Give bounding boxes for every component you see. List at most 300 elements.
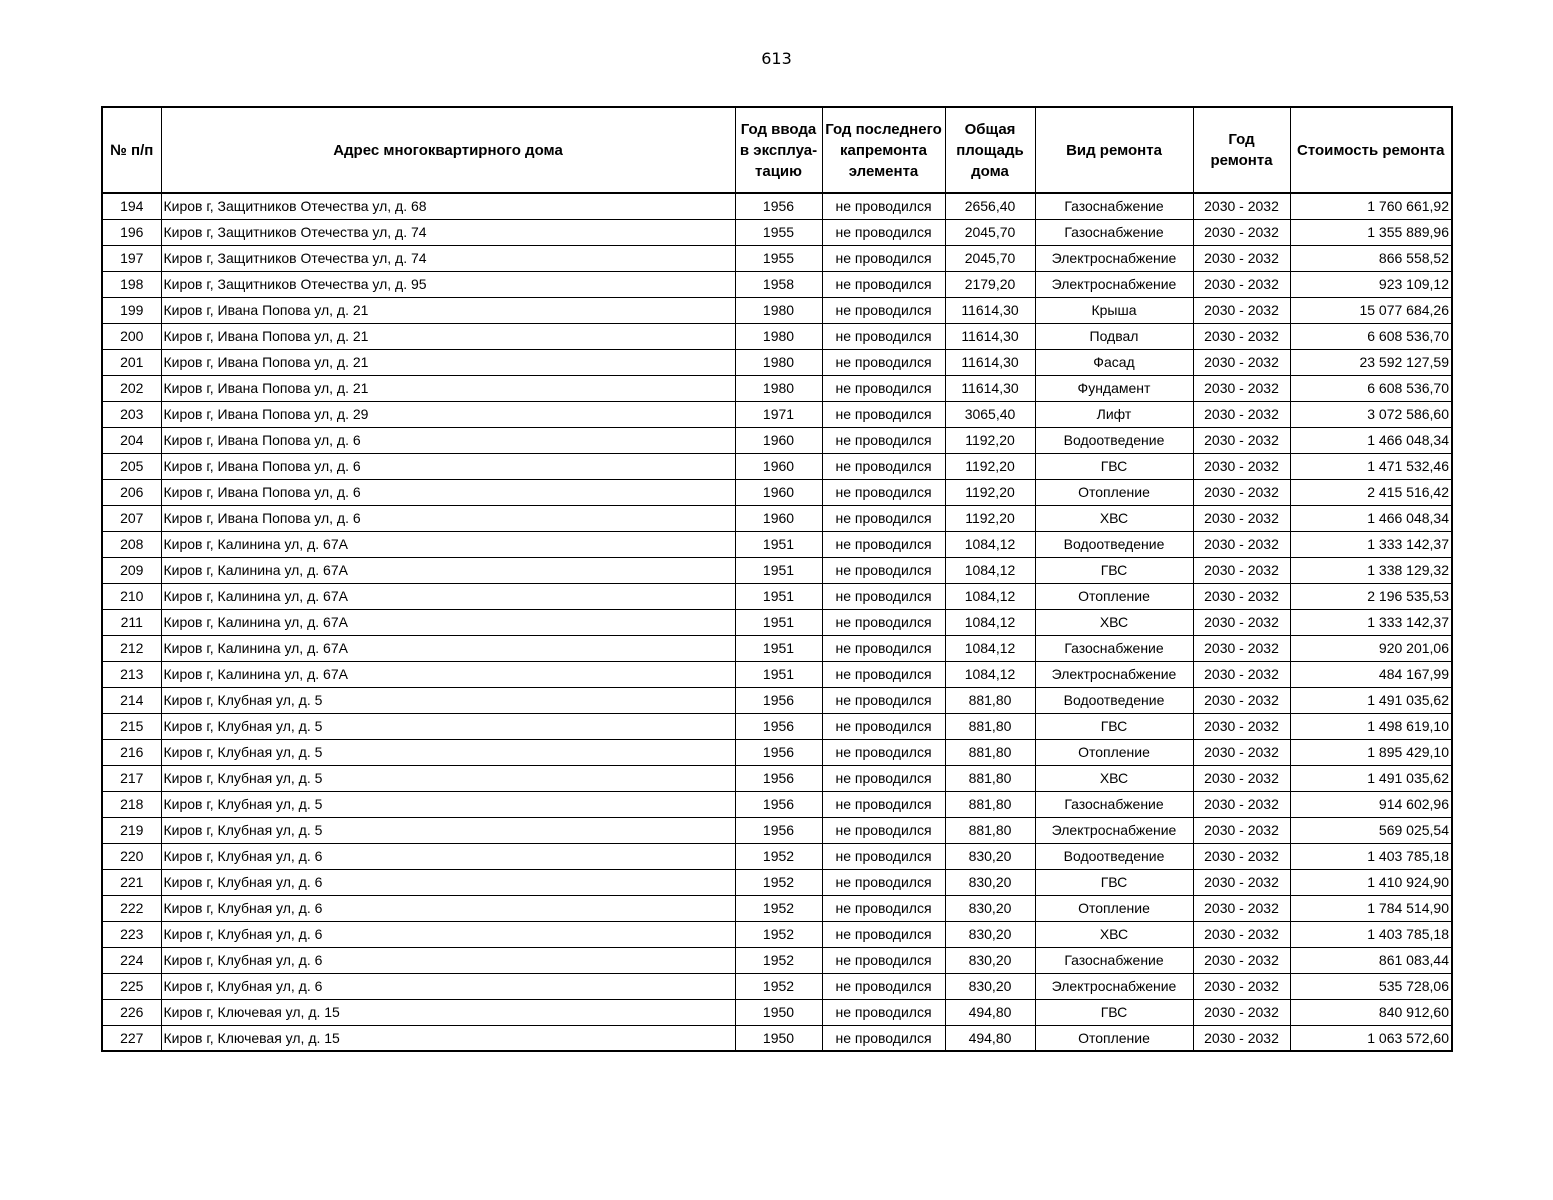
cell-area: 881,80 [945,791,1035,817]
cell-address: Киров г, Клубная ул, д. 6 [161,869,735,895]
cell-address: Киров г, Клубная ул, д. 5 [161,687,735,713]
cell-repair-type: Отопление [1035,479,1193,505]
cell-area: 1084,12 [945,583,1035,609]
cell-last-repair: не проводился [822,219,945,245]
cell-year-built: 1956 [735,817,822,843]
cell-repair-type: Отопление [1035,583,1193,609]
cell-last-repair: не проводился [822,921,945,947]
table-row [102,349,1452,375]
cell-cost: 1 338 129,32 [1290,557,1452,583]
cell-num: 212 [102,635,161,661]
cell-area: 3065,40 [945,401,1035,427]
cell-last-repair: не проводился [822,271,945,297]
cell-last-repair: не проводился [822,297,945,323]
table-row [102,505,1452,531]
cell-year-built: 1952 [735,973,822,999]
cell-cost: 1 355 889,96 [1290,219,1452,245]
cell-repair-type: ГВС [1035,453,1193,479]
table-row [102,583,1452,609]
cell-address: Киров г, Ключевая ул, д. 15 [161,999,735,1025]
cell-num: 211 [102,609,161,635]
table-row [102,921,1452,947]
cell-last-repair: не проводился [822,635,945,661]
cell-repair-period: 2030 - 2032 [1193,973,1290,999]
cell-area: 1192,20 [945,479,1035,505]
cell-repair-period: 2030 - 2032 [1193,921,1290,947]
cell-area: 2179,20 [945,271,1035,297]
cell-last-repair: не проводился [822,895,945,921]
cell-cost: 1 498 619,10 [1290,713,1452,739]
table-row [102,947,1452,973]
cell-area: 494,80 [945,1025,1035,1051]
cell-repair-type: Электроснабжение [1035,271,1193,297]
cell-cost: 6 608 536,70 [1290,375,1452,401]
cell-cost: 1 895 429,10 [1290,739,1452,765]
cell-address: Киров г, Защитников Отечества ул, д. 74 [161,219,735,245]
cell-year-built: 1980 [735,323,822,349]
cell-area: 830,20 [945,895,1035,921]
cell-year-built: 1956 [735,193,822,219]
cell-repair-period: 2030 - 2032 [1193,609,1290,635]
cell-year-built: 1951 [735,635,822,661]
cell-area: 1084,12 [945,635,1035,661]
cell-repair-period: 2030 - 2032 [1193,765,1290,791]
cell-year-built: 1960 [735,505,822,531]
cell-area: 830,20 [945,921,1035,947]
cell-address: Киров г, Ивана Попова ул, д. 21 [161,375,735,401]
cell-repair-period: 2030 - 2032 [1193,193,1290,219]
cell-year-built: 1951 [735,531,822,557]
table-row [102,843,1452,869]
cell-last-repair: не проводился [822,323,945,349]
cell-last-repair: не проводился [822,817,945,843]
cell-address: Киров г, Ивана Попова ул, д. 6 [161,505,735,531]
cell-repair-period: 2030 - 2032 [1193,791,1290,817]
table-row [102,297,1452,323]
cell-year-built: 1952 [735,947,822,973]
cell-area: 881,80 [945,713,1035,739]
cell-repair-period: 2030 - 2032 [1193,687,1290,713]
cell-address: Киров г, Ивана Попова ул, д. 21 [161,349,735,375]
cell-repair-period: 2030 - 2032 [1193,427,1290,453]
cell-repair-period: 2030 - 2032 [1193,947,1290,973]
cell-address: Киров г, Калинина ул, д. 67А [161,557,735,583]
cell-num: 217 [102,765,161,791]
table-row [102,817,1452,843]
table-row [102,245,1452,271]
cell-repair-period: 2030 - 2032 [1193,817,1290,843]
cell-num: 208 [102,531,161,557]
cell-address: Киров г, Калинина ул, д. 67А [161,531,735,557]
cell-year-built: 1956 [735,765,822,791]
cell-repair-type: Электроснабжение [1035,245,1193,271]
cell-cost: 15 077 684,26 [1290,297,1452,323]
cell-address: Киров г, Клубная ул, д. 5 [161,739,735,765]
cell-num: 227 [102,1025,161,1051]
cell-repair-period: 2030 - 2032 [1193,895,1290,921]
cell-address: Киров г, Ивана Попова ул, д. 6 [161,479,735,505]
cell-year-built: 1955 [735,245,822,271]
cell-last-repair: не проводился [822,557,945,583]
cell-area: 1084,12 [945,609,1035,635]
cell-area: 830,20 [945,869,1035,895]
table-row [102,557,1452,583]
cell-year-built: 1951 [735,661,822,687]
cell-repair-period: 2030 - 2032 [1193,1025,1290,1051]
cell-cost: 1 471 532,46 [1290,453,1452,479]
cell-area: 1084,12 [945,531,1035,557]
cell-area: 11614,30 [945,297,1035,323]
cell-repair-type: ХВС [1035,505,1193,531]
header-address: Адрес многоквартирного дома [161,107,735,193]
cell-year-built: 1952 [735,895,822,921]
cell-address: Киров г, Клубная ул, д. 5 [161,791,735,817]
cell-cost: 866 558,52 [1290,245,1452,271]
cell-num: 194 [102,193,161,219]
cell-repair-type: Газоснабжение [1035,791,1193,817]
cell-last-repair: не проводился [822,739,945,765]
cell-cost: 569 025,54 [1290,817,1452,843]
cell-area: 1084,12 [945,557,1035,583]
table-row [102,999,1452,1025]
cell-last-repair: не проводился [822,661,945,687]
cell-area: 2656,40 [945,193,1035,219]
table-row [102,219,1452,245]
cell-repair-type: Газоснабжение [1035,947,1193,973]
cell-num: 203 [102,401,161,427]
cell-repair-period: 2030 - 2032 [1193,219,1290,245]
cell-num: 209 [102,557,161,583]
header-area: Общая площадь дома [945,107,1035,193]
cell-last-repair: не проводился [822,245,945,271]
cell-cost: 1 491 035,62 [1290,687,1452,713]
table-row [102,479,1452,505]
table-body [102,193,1452,1051]
cell-last-repair: не проводился [822,1025,945,1051]
table-row [102,271,1452,297]
cell-repair-period: 2030 - 2032 [1193,297,1290,323]
table-row [102,375,1452,401]
cell-cost: 840 912,60 [1290,999,1452,1025]
cell-area: 830,20 [945,947,1035,973]
cell-cost: 1 491 035,62 [1290,765,1452,791]
cell-num: 204 [102,427,161,453]
page-number: 613 [761,49,792,68]
cell-repair-type: Крыша [1035,297,1193,323]
cell-year-built: 1958 [735,271,822,297]
cell-num: 223 [102,921,161,947]
cell-last-repair: не проводился [822,843,945,869]
table-row [102,1025,1452,1051]
cell-num: 213 [102,661,161,687]
cell-year-built: 1956 [735,713,822,739]
cell-year-built: 1956 [735,687,822,713]
cell-num: 215 [102,713,161,739]
cell-num: 196 [102,219,161,245]
cell-repair-type: ГВС [1035,713,1193,739]
cell-cost: 1 410 924,90 [1290,869,1452,895]
repair-table [101,106,1453,1052]
cell-area: 1192,20 [945,453,1035,479]
cell-area: 830,20 [945,843,1035,869]
cell-repair-type: Электроснабжение [1035,817,1193,843]
cell-repair-period: 2030 - 2032 [1193,453,1290,479]
header-year-built: Год ввода в эксплуа-тацию [735,107,822,193]
table-row [102,401,1452,427]
cell-repair-type: ХВС [1035,921,1193,947]
cell-address: Киров г, Клубная ул, д. 6 [161,843,735,869]
cell-address: Киров г, Ключевая ул, д. 15 [161,1025,735,1051]
cell-area: 11614,30 [945,349,1035,375]
header-repair-type: Вид ремонта [1035,107,1193,193]
cell-last-repair: не проводился [822,687,945,713]
cell-last-repair: не проводился [822,869,945,895]
cell-repair-type: Подвал [1035,323,1193,349]
cell-address: Киров г, Ивана Попова ул, д. 6 [161,427,735,453]
cell-num: 214 [102,687,161,713]
cell-address: Киров г, Клубная ул, д. 6 [161,895,735,921]
cell-last-repair: не проводился [822,479,945,505]
cell-repair-period: 2030 - 2032 [1193,349,1290,375]
table-row [102,427,1452,453]
header-cost: Стоимость ремонта [1290,107,1452,193]
cell-cost: 3 072 586,60 [1290,401,1452,427]
table-row [102,323,1452,349]
cell-year-built: 1971 [735,401,822,427]
cell-repair-type: Отопление [1035,739,1193,765]
cell-repair-type: Газоснабжение [1035,193,1193,219]
cell-num: 225 [102,973,161,999]
cell-num: 221 [102,869,161,895]
cell-year-built: 1950 [735,999,822,1025]
cell-area: 881,80 [945,765,1035,791]
cell-last-repair: не проводился [822,453,945,479]
cell-num: 219 [102,817,161,843]
table-row [102,661,1452,687]
cell-last-repair: не проводился [822,375,945,401]
cell-num: 216 [102,739,161,765]
cell-repair-period: 2030 - 2032 [1193,531,1290,557]
cell-repair-period: 2030 - 2032 [1193,401,1290,427]
cell-repair-period: 2030 - 2032 [1193,713,1290,739]
cell-repair-type: Газоснабжение [1035,635,1193,661]
cell-area: 494,80 [945,999,1035,1025]
table-row [102,791,1452,817]
cell-area: 2045,70 [945,245,1035,271]
cell-last-repair: не проводился [822,531,945,557]
cell-cost: 923 109,12 [1290,271,1452,297]
cell-repair-period: 2030 - 2032 [1193,375,1290,401]
cell-address: Киров г, Калинина ул, д. 67А [161,583,735,609]
cell-repair-period: 2030 - 2032 [1193,999,1290,1025]
header-last-repair: Год последнего капремонта элемента [822,107,945,193]
cell-last-repair: не проводился [822,947,945,973]
table-row [102,609,1452,635]
cell-address: Киров г, Ивана Попова ул, д. 29 [161,401,735,427]
cell-num: 200 [102,323,161,349]
cell-year-built: 1952 [735,921,822,947]
cell-address: Киров г, Клубная ул, д. 5 [161,765,735,791]
cell-year-built: 1980 [735,349,822,375]
cell-area: 2045,70 [945,219,1035,245]
cell-year-built: 1951 [735,609,822,635]
cell-repair-period: 2030 - 2032 [1193,479,1290,505]
cell-last-repair: не проводился [822,713,945,739]
cell-area: 11614,30 [945,323,1035,349]
cell-year-built: 1960 [735,427,822,453]
cell-repair-type: ГВС [1035,999,1193,1025]
cell-num: 210 [102,583,161,609]
table-row [102,713,1452,739]
cell-year-built: 1956 [735,791,822,817]
cell-cost: 1 403 785,18 [1290,843,1452,869]
cell-last-repair: не проводился [822,765,945,791]
cell-num: 202 [102,375,161,401]
cell-year-built: 1955 [735,219,822,245]
cell-repair-type: Газоснабжение [1035,219,1193,245]
cell-last-repair: не проводился [822,505,945,531]
cell-last-repair: не проводился [822,427,945,453]
table-row [102,687,1452,713]
cell-repair-period: 2030 - 2032 [1193,583,1290,609]
cell-address: Киров г, Ивана Попова ул, д. 21 [161,297,735,323]
table-row [102,973,1452,999]
cell-cost: 23 592 127,59 [1290,349,1452,375]
cell-address: Киров г, Ивана Попова ул, д. 6 [161,453,735,479]
cell-area: 1084,12 [945,661,1035,687]
header-repair-period: Год ремонта [1193,107,1290,193]
cell-repair-type: Электроснабжение [1035,661,1193,687]
cell-address: Киров г, Клубная ул, д. 6 [161,947,735,973]
cell-repair-period: 2030 - 2032 [1193,505,1290,531]
header-num: № п/п [102,107,161,193]
cell-repair-type: Фасад [1035,349,1193,375]
cell-cost: 1 063 572,60 [1290,1025,1452,1051]
cell-last-repair: не проводился [822,349,945,375]
cell-area: 881,80 [945,739,1035,765]
cell-repair-type: Отопление [1035,895,1193,921]
cell-cost: 920 201,06 [1290,635,1452,661]
cell-repair-type: Водоотведение [1035,427,1193,453]
cell-year-built: 1960 [735,453,822,479]
cell-cost: 1 466 048,34 [1290,505,1452,531]
cell-address: Киров г, Калинина ул, д. 67А [161,609,735,635]
table-row [102,869,1452,895]
cell-num: 205 [102,453,161,479]
cell-repair-period: 2030 - 2032 [1193,323,1290,349]
cell-last-repair: не проводился [822,609,945,635]
cell-cost: 1 784 514,90 [1290,895,1452,921]
cell-area: 1192,20 [945,427,1035,453]
cell-address: Киров г, Клубная ул, д. 6 [161,973,735,999]
cell-repair-type: ГВС [1035,869,1193,895]
cell-address: Киров г, Ивана Попова ул, д. 21 [161,323,735,349]
cell-year-built: 1950 [735,1025,822,1051]
cell-year-built: 1951 [735,557,822,583]
cell-repair-type: Водоотведение [1035,531,1193,557]
cell-num: 197 [102,245,161,271]
cell-year-built: 1980 [735,297,822,323]
table-row [102,635,1452,661]
cell-repair-type: ХВС [1035,765,1193,791]
cell-last-repair: не проводился [822,401,945,427]
cell-repair-type: ХВС [1035,609,1193,635]
cell-repair-period: 2030 - 2032 [1193,869,1290,895]
cell-num: 207 [102,505,161,531]
cell-repair-period: 2030 - 2032 [1193,661,1290,687]
cell-address: Киров г, Защитников Отечества ул, д. 74 [161,245,735,271]
cell-cost: 535 728,06 [1290,973,1452,999]
table-header-row [102,107,1452,193]
cell-cost: 861 083,44 [1290,947,1452,973]
cell-last-repair: не проводился [822,973,945,999]
cell-last-repair: не проводился [822,193,945,219]
cell-area: 11614,30 [945,375,1035,401]
cell-repair-period: 2030 - 2032 [1193,843,1290,869]
cell-address: Киров г, Калинина ул, д. 67А [161,635,735,661]
cell-cost: 2 196 535,53 [1290,583,1452,609]
cell-address: Киров г, Защитников Отечества ул, д. 68 [161,193,735,219]
cell-address: Киров г, Клубная ул, д. 5 [161,817,735,843]
cell-repair-period: 2030 - 2032 [1193,557,1290,583]
cell-cost: 6 608 536,70 [1290,323,1452,349]
cell-num: 226 [102,999,161,1025]
cell-cost: 1 466 048,34 [1290,427,1452,453]
cell-last-repair: не проводился [822,999,945,1025]
cell-repair-period: 2030 - 2032 [1193,271,1290,297]
cell-year-built: 1956 [735,739,822,765]
cell-year-built: 1951 [735,583,822,609]
cell-num: 198 [102,271,161,297]
table-row [102,765,1452,791]
cell-repair-type: Водоотведение [1035,687,1193,713]
cell-cost: 484 167,99 [1290,661,1452,687]
cell-repair-period: 2030 - 2032 [1193,739,1290,765]
table-row [102,895,1452,921]
cell-cost: 1 333 142,37 [1290,531,1452,557]
cell-area: 881,80 [945,817,1035,843]
cell-year-built: 1980 [735,375,822,401]
cell-num: 224 [102,947,161,973]
cell-repair-type: Электроснабжение [1035,973,1193,999]
cell-repair-type: ГВС [1035,557,1193,583]
cell-address: Киров г, Клубная ул, д. 6 [161,921,735,947]
cell-year-built: 1952 [735,843,822,869]
cell-cost: 2 415 516,42 [1290,479,1452,505]
cell-num: 218 [102,791,161,817]
cell-address: Киров г, Клубная ул, д. 5 [161,713,735,739]
table-row [102,193,1452,219]
cell-area: 1192,20 [945,505,1035,531]
cell-repair-type: Фундамент [1035,375,1193,401]
cell-num: 220 [102,843,161,869]
cell-num: 206 [102,479,161,505]
cell-repair-type: Лифт [1035,401,1193,427]
cell-address: Киров г, Калинина ул, д. 67А [161,661,735,687]
cell-num: 222 [102,895,161,921]
cell-year-built: 1960 [735,479,822,505]
cell-num: 199 [102,297,161,323]
cell-address: Киров г, Защитников Отечества ул, д. 95 [161,271,735,297]
cell-cost: 914 602,96 [1290,791,1452,817]
table-row [102,531,1452,557]
cell-repair-period: 2030 - 2032 [1193,245,1290,271]
cell-last-repair: не проводился [822,583,945,609]
cell-repair-type: Отопление [1035,1025,1193,1051]
cell-num: 201 [102,349,161,375]
cell-repair-type: Водоотведение [1035,843,1193,869]
cell-area: 830,20 [945,973,1035,999]
